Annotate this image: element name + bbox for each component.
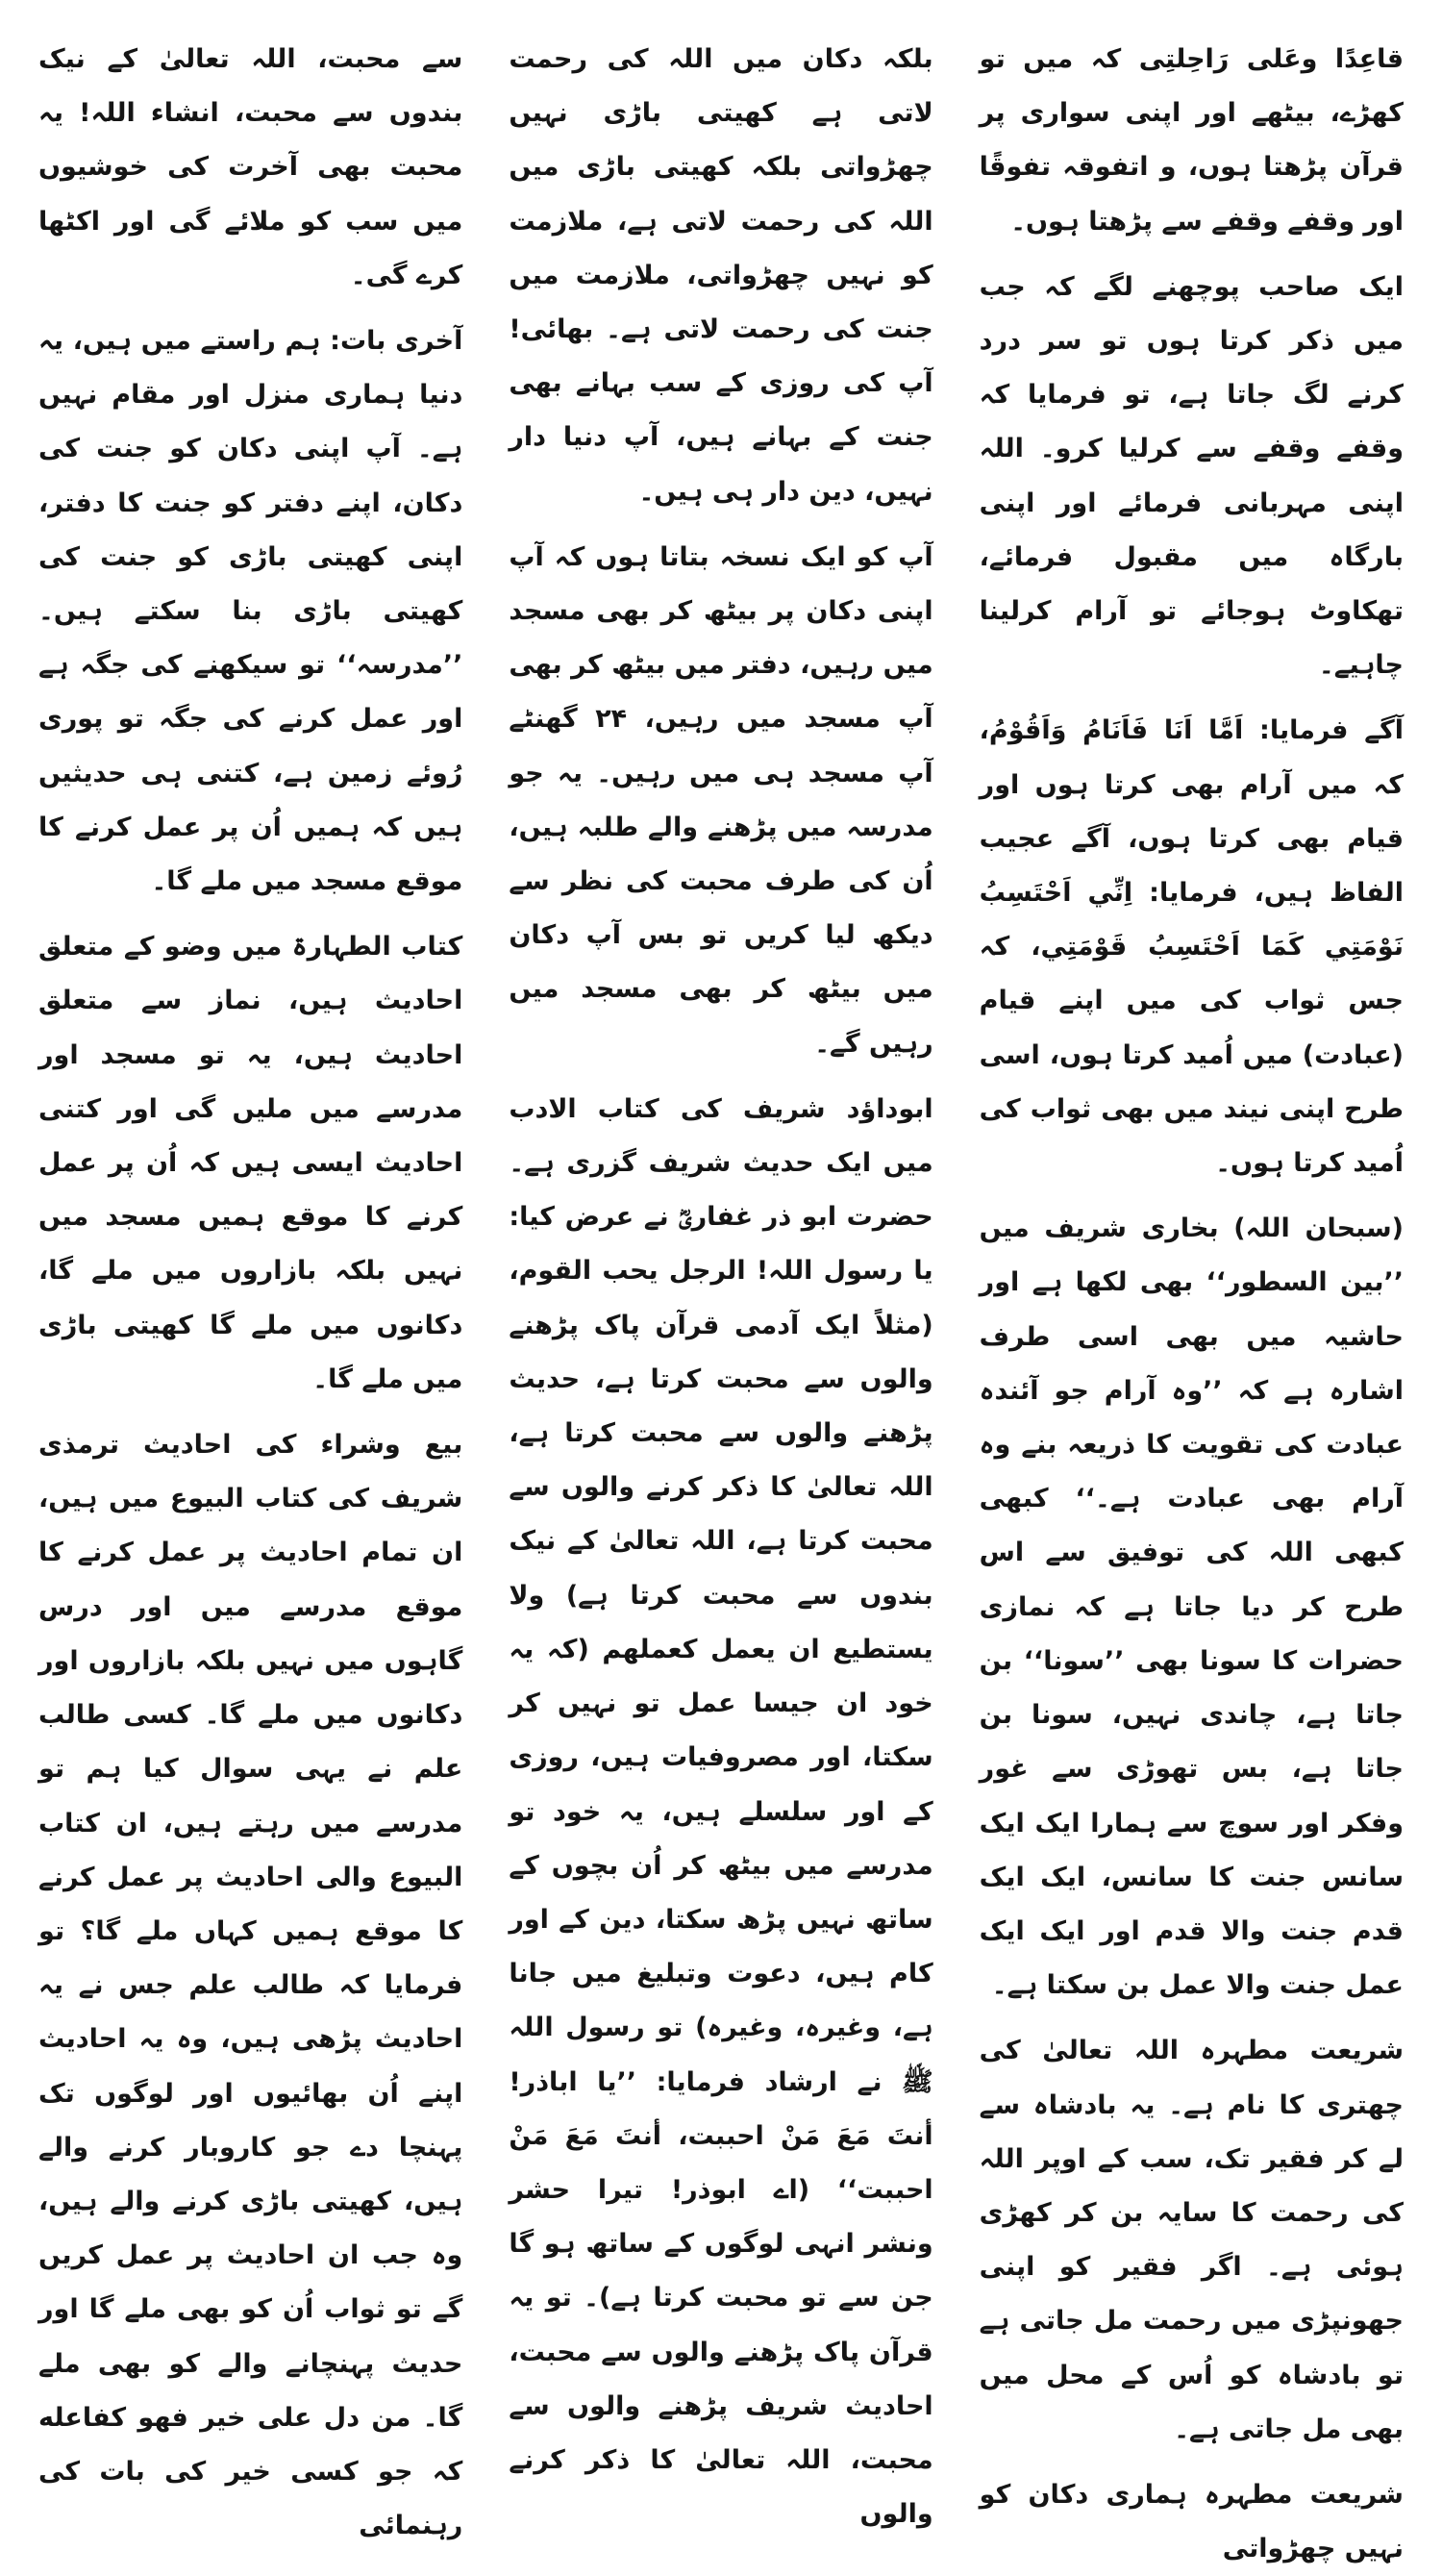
paragraph: شریعت مطہرہ اللہ تعالیٰ کی چھتری کا نام ہے۔ یہ بادشاہ سے لے کر فقیر تک، سب کے اوپر اللہ کی رحمت کا سایہ بن کر کھڑی ہوئی ہے۔ اگر فقیر کو اپنی جھونپڑی میں رحمت مل جاتی ہے تو بادشاہ کو اُس کے محل میں بھی مل جاتی ہے۔ — [979, 2036, 1404, 2444]
text-column-middle — [509, 33, 933, 2530]
paragraph: آخری بات: ہم راستے میں ہیں، یہ دنیا ہماری منزل اور مقام نہیں ہے۔ آپ اپنی دکان کو جنت کی دکان، اپنے دفتر کو جنت کا دفتر، اپنی کھیتی باڑی کو جنت کی کھیتی باڑی بنا سکتے ہیں۔ ’’مدرسہ‘‘ تو سیکھنے کی جگہ ہے اور عمل کرنے کی جگہ تو پوری رُوئے زمین ہے، کتنی ہی حدیثیں ہیں کہ ہمیں اُن پر عمل کرنے کا موقع مسجد میں ملے گا۔ — [38, 326, 463, 897]
paragraph: بلکہ دکان میں اللہ کی رحمت لاتی ہے کھیتی باڑی نہیں چھڑواتی بلکہ کھیتی باڑی میں اللہ کی رحمت لاتی ہے، ملازمت کو نہیں چھڑواتی، ملازمت میں جنت کی رحمت لاتی ہے۔ بھائی! آپ کی روزی کے سب بہانے بھی جنت کے بہانے ہیں، آپ دنیا دار نہیں، دین دار ہی ہیں۔ — [509, 44, 933, 507]
paragraph: آگے فرمایا: اَمَّا اَنَا فَاَنَامُ وَاَقُوْمُ، کہ میں آرام بھی کرتا ہوں اور قیام بھی کرتا ہوں، آگے عجیب الفاظ ہیں، فرمایا: اِنِّي اَحْتَسِبُ نَوْمَتِي كَمَا اَحْتَسِبُ قَوْمَتِي، کہ جس ثواب کی میں اپنے قیام (عبادت) میں اُمید کرتا ہوں، اسی طرح اپنی نیند میں بھی ثواب کی اُمید کرتا ہوں۔ — [979, 715, 1404, 1179]
paragraph: ایک صاحب پوچھنے لگے کہ جب میں ذکر کرتا ہوں تو سر درد کرنے لگ جاتا ہے، تو فرمایا کہ وقفے وقفے سے کرلیا کرو۔ اللہ اپنی مہربانی فرمائے اور اپنی بارگاہ میں مقبول فرمائے، تھکاوٹ ہوجائے تو آرام کرلینا چاہیے۔ — [979, 271, 1404, 681]
paragraph: ابوداؤد شریف کی کتاب الادب میں ایک حدیث شریف گزری ہے۔ حضرت ابو ذر غفاریؓ نے عرض کیا: یا رسول اللہ! الرجل یحب القوم، (مثلاً ایک آدمی قرآن پاک پڑھنے والوں سے محبت کرتا ہے، حدیث پڑھنے والوں سے محبت کرتا ہے، اللہ تعالیٰ کا ذکر کرنے والوں سے محبت کرتا ہے، اللہ تعالیٰ کے نیک بندوں سے محبت کرتا ہے) ولا یستطیع ان یعمل کعملهم (کہ یہ خود ان جیسا عمل تو نہیں کر سکتا، اور مصروفیات ہیں، روزی کے اور سلسلے ہیں، یہ خود تو مدرسے میں بیٹھ کر اُن بچوں کے ساتھ نہیں پڑھ سکتا، دین کے اور کام ہیں، دعوت وتبلیغ میں جانا ہے، وغیرہ، وغیرہ) تو رسول اللہ ﷺ نے ارشاد فرمایا: ’’یا اباذر! أنتَ مَعَ مَنْ احببت، أنتَ مَعَ مَنْ احببت‘‘ (اے ابوذر! تیرا حشر ونشر انہی لوگوں کے ساتھ ہو گا جن سے تو محبت کرتا ہے)۔ تو یہ قرآن پاک پڑھنے والوں سے محبت، احادیث شریف پڑھنے والوں سے محبت، اللہ تعالیٰ کا ذکر کرنے والوں — [509, 1093, 933, 2530]
text-column-right — [979, 33, 1404, 2564]
paragraph: آپ کو ایک نسخہ بتاتا ہوں کہ آپ اپنی دکان پر بیٹھ کر بھی مسجد میں رہیں، دفتر میں بیٹھ کر بھی آپ مسجد میں رہیں، ۲۴ گھنٹے آپ مسجد ہی میں رہیں۔ یہ جو مدرسہ میں پڑھنے والے طلبہ ہیں، اُن کی طرف محبت کی نظر سے دیکھ لیا کریں تو بس آپ دکان میں بیٹھ کر بھی مسجد میں رہیں گے۔ — [509, 541, 933, 1059]
text-column-left — [38, 33, 463, 2541]
paragraph: شریعت مطہرہ ہماری دکان کو نہیں چھڑواتی — [979, 2479, 1404, 2564]
paragraph: قاعِدًا وعَلی رَاحِلتِی کہ میں تو کھڑے، بیٹھے اور اپنی سواری پر قرآن پڑھتا ہوں، و اتفوقہ تفوقًا اور وقفے وقفے سے پڑھتا ہوں۔ — [979, 44, 1404, 237]
paragraph: (سبحان اللہ) بخاری شریف میں ’’بین السطور‘‘ بھی لکھا ہے اور حاشیہ میں بھی اسی طرف اشارہ ہے کہ ’’وہ آرام جو آئندہ عبادت کی تقویت کا ذریعہ بنے وہ آرام بھی عبادت ہے۔‘‘ کبھی کبھی اللہ کی توفیق سے اس طرح کر دیا جاتا ہے کہ نمازی حضرات کا سونا بھی ’’سونا‘‘ بن جاتا ہے، چاندی نہیں، سونا بن جاتا ہے، بس تھوڑی سے غور وفکر اور سوچ سے ہمارا ایک ایک سانس جنت کا سانس، ایک ایک قدم جنت والا قدم اور ایک ایک عمل جنت والا عمل بن سکتا ہے۔ — [979, 1213, 1404, 2001]
paragraph: کتاب الطہارۃ میں وضو کے متعلق احادیث ہیں، نماز سے متعلق احادیث ہیں، یہ تو مسجد اور مدرسے میں ملیں گی اور کتنی احادیث ایسی ہیں کہ اُن پر عمل کرنے کا موقع ہمیں مسجد میں نہیں بلکہ بازاروں میں ملے گا، دکانوں میں ملے گا کھیتی باڑی میں ملے گا۔ — [38, 932, 463, 1394]
paragraph: سے محبت، اللہ تعالیٰ کے نیک بندوں سے محبت، انشاء اللہ! یہ محبت بھی آخرت کی خوشیوں میں سب کو ملائے گی اور اکٹھا کرے گی۔ — [38, 44, 463, 290]
paragraph: بیع وشراء کی احادیث ترمذی شریف کی کتاب البیوع میں ہیں، ان تمام احادیث پر عمل کرنے کا موقع مدرسے میں اور درس گاہوں میں نہیں بلکہ بازاروں اور دکانوں میں ملے گا۔ کسی طالب علم نے یہی سوال کیا ہم تو مدرسے میں رہتے ہیں، ان کتاب البیوع والی احادیث پر عمل کرنے کا موقع ہمیں کہاں ملے گا؟ تو فرمایا کہ طالب علم جس نے یہ احادیث پڑھی ہیں، وہ یہ احادیث اپنے اُن بھائیوں اور لوگوں تک پہنچا دے جو کاروبار کرنے والے ہیں، کھیتی باڑی کرنے والے ہیں، وہ جب ان احادیث پر عمل کریں گے تو ثواب اُن کو بھی ملے گا اور حدیث پہنچانے والے کو بھی ملے گا۔ من دل علی خیر فهو کفاعله کہ جو کسی خیر کی بات کی رہنمائی — [38, 1430, 463, 2541]
